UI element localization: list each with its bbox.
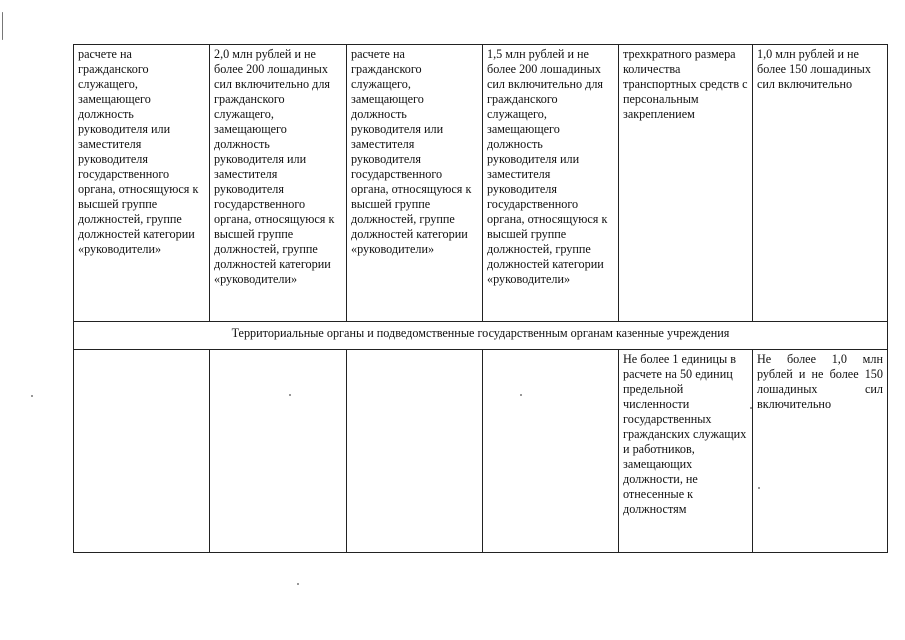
table-cell — [619, 45, 753, 322]
table-cell — [483, 349, 619, 552]
cell-text: расчете на гражданского служащего, замещающего должность руководителя или заместителя руководителя государственного органа, относящуюся к высшей группе должностей, группе должностей категории «руководители» — [78, 47, 199, 256]
table-cell — [74, 45, 210, 322]
table-cell — [210, 45, 347, 322]
table-cell — [753, 45, 888, 322]
table-cell — [753, 349, 888, 552]
section-heading — [74, 321, 888, 349]
table-cell — [74, 349, 210, 552]
cell-text: расчете на гражданского служащего, замещающего должность руководителя или заместителя руководителя государственного органа, относящуюся к высшей группе должностей, группе должностей категории «руководители» — [351, 47, 472, 256]
table-row — [74, 349, 888, 552]
cell-text: 1,5 млн рублей и не более 200 лошадиных сил включительно для гражданского служащего, замещающего должность руководителя или заместителя руководителя государственного органа, относящуюся к высшей группе должностей, группе должностей категории «руководители» — [487, 47, 608, 286]
cell-text: Не более 1 единицы в расчете на 50 единиц предельной численности государственных гражданских служащих и работников, замещающих должности, не отнесенные к должностям — [623, 351, 747, 516]
regulation-table — [73, 44, 888, 553]
section-heading-text: Территориальные органы и подведомственные государственным органам казенные учреждения — [231, 325, 730, 340]
scan-speck — [31, 395, 33, 397]
scan-speck — [750, 407, 752, 409]
table-row — [74, 45, 888, 322]
scan-speck — [520, 394, 522, 396]
scan-speck — [297, 583, 299, 585]
table-cell — [347, 45, 483, 322]
scan-speck — [289, 394, 291, 396]
table-cell — [619, 349, 753, 552]
cell-text: 2,0 млн рублей и не более 200 лошадиных сил включительно для гражданского служащего, замещающего должность руководителя или заместителя руководителя государственного органа, относящуюся к высшей группе должностей, группе должностей категории «руководители» — [214, 47, 335, 286]
scan-speck — [2, 12, 3, 40]
scan-speck — [758, 487, 760, 489]
table-cell — [210, 349, 347, 552]
cell-text: трехкратного размера количества транспортных средств с персональным закреплением — [623, 47, 748, 121]
table-cell — [347, 349, 483, 552]
table-row — [74, 321, 888, 349]
cell-text: 1,0 млн рублей и не более 150 лошадиных сил включительно — [757, 47, 871, 91]
table-cell — [483, 45, 619, 322]
cell-text: Не более 1,0 млн рублей и не более 150 лошадиных сил включительно — [757, 351, 883, 411]
